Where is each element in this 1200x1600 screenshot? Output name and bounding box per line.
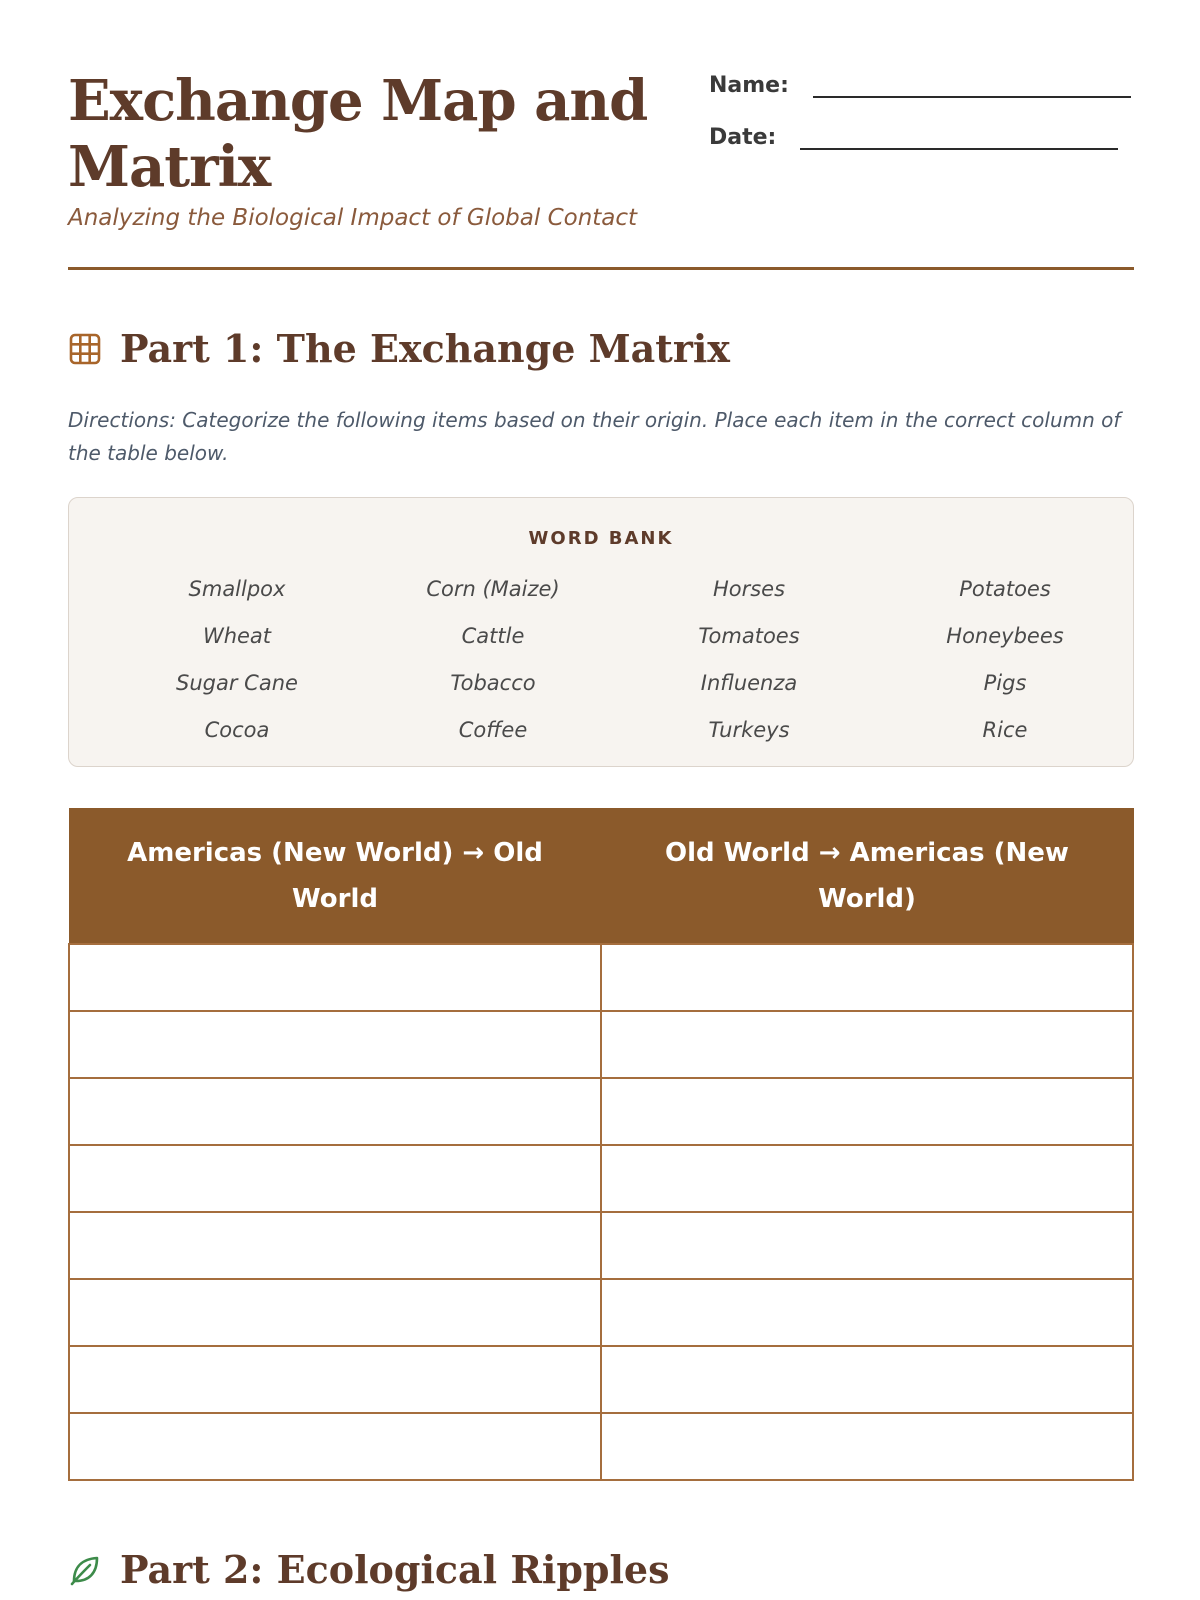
answer-cell[interactable] — [69, 1011, 601, 1078]
answer-cell[interactable] — [601, 1078, 1133, 1145]
table-row — [69, 1279, 1133, 1346]
answer-cell[interactable] — [601, 1145, 1133, 1212]
word-bank-item: Wheat — [202, 624, 272, 648]
name-field — [709, 72, 1131, 98]
word-bank-item: Pigs — [983, 671, 1027, 695]
table-header-row — [69, 809, 1133, 945]
word-bank-item: Horses — [712, 577, 786, 601]
table-row — [69, 1346, 1133, 1413]
answer-cell[interactable] — [69, 1078, 601, 1145]
date-label: Date: — [709, 125, 777, 150]
answer-cell[interactable] — [601, 1279, 1133, 1346]
word-bank-item: Smallpox — [188, 577, 286, 601]
word-bank-item: Tomatoes — [698, 624, 800, 648]
name-label: Name: — [709, 73, 789, 98]
answer-cell[interactable] — [601, 944, 1133, 1011]
word-bank-item: Potatoes — [959, 577, 1051, 601]
date-blank-line[interactable] — [800, 124, 1118, 150]
answer-cell[interactable] — [69, 944, 601, 1011]
worksheet-header — [68, 0, 1134, 270]
date-field — [709, 124, 1118, 150]
answer-cell[interactable] — [69, 1212, 601, 1279]
name-blank-line[interactable] — [813, 72, 1131, 98]
word-bank-item: Turkeys — [708, 718, 790, 742]
word-bank-item: Cocoa — [204, 718, 270, 742]
part2-heading — [68, 1547, 670, 1592]
part1-title: Part 1: The Exchange Matrix — [120, 326, 730, 371]
word-bank-item: Rice — [982, 718, 1028, 742]
word-bank-item: Honeybees — [946, 624, 1064, 648]
table-row — [69, 1212, 1133, 1279]
answer-cell[interactable] — [69, 1346, 601, 1413]
page-subtitle: Analyzing the Biological Impact of Global Contact — [68, 205, 638, 231]
answer-cell[interactable] — [601, 1413, 1133, 1480]
directions-text: Directions: Categorize the following items based on their origin. Place each item in the correct column of the table below. — [68, 408, 1121, 465]
column-header-old-world-to-americas: Old World → Americas (New World) — [601, 809, 1133, 945]
word-bank-item: Cattle — [461, 624, 525, 648]
word-bank-title: WORD BANK — [528, 528, 674, 549]
table-row — [69, 1011, 1133, 1078]
table-row — [69, 944, 1133, 1011]
leaf-icon — [68, 1553, 102, 1587]
part1-heading — [68, 326, 730, 371]
answer-cell[interactable] — [601, 1011, 1133, 1078]
table-row — [69, 1145, 1133, 1212]
answer-cell[interactable] — [601, 1346, 1133, 1413]
word-bank-item: Corn (Maize) — [426, 577, 560, 601]
table-row — [69, 1413, 1133, 1480]
word-bank-grid — [109, 566, 1133, 754]
word-bank — [68, 497, 1134, 767]
answer-cell[interactable] — [69, 1145, 601, 1212]
table-grid-icon — [68, 332, 102, 366]
word-bank-item: Tobacco — [450, 671, 536, 695]
word-bank-item: Influenza — [700, 671, 798, 695]
answer-cell[interactable] — [69, 1279, 601, 1346]
column-header-americas-to-old-world: Americas (New World) → Old World — [69, 809, 601, 945]
word-bank-item: Coffee — [458, 718, 528, 742]
table-row — [69, 1078, 1133, 1145]
answer-cell[interactable] — [69, 1413, 601, 1480]
header-divider — [68, 267, 1134, 270]
page-title: Exchange Map and Matrix — [68, 68, 648, 200]
exchange-matrix-table — [68, 808, 1134, 1481]
word-bank-item: Sugar Cane — [176, 671, 298, 695]
answer-cell[interactable] — [601, 1212, 1133, 1279]
part2-title: Part 2: Ecological Ripples — [120, 1547, 670, 1592]
